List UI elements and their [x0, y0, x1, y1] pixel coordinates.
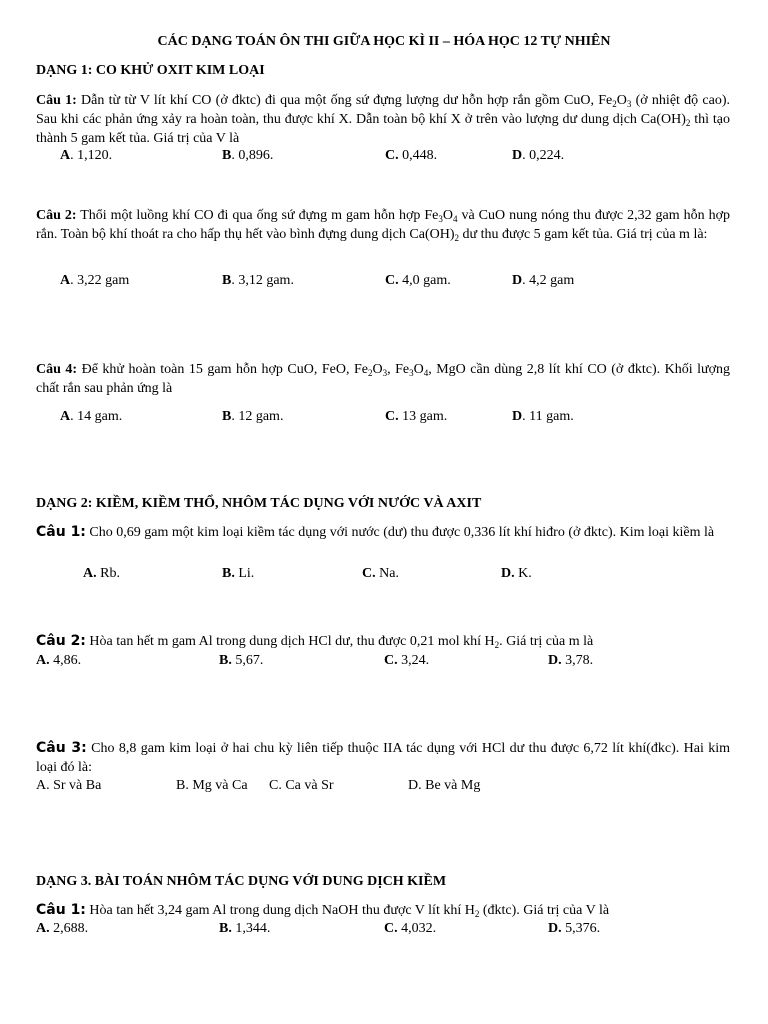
option-a: A. Rb. [83, 566, 120, 581]
option-c: C. Na. [362, 566, 399, 581]
section-heading-dang-2: DẠNG 2: KIỀM, KIỀM THỔ, NHÔM TÁC DỤNG VỚI NƯỚC VÀ AXIT [36, 496, 482, 511]
question-text: . Giá trị của m là [499, 634, 594, 649]
option-b: B. 0,896. [222, 148, 274, 163]
question-text: (ở nhiệt độ cao). Sau khi các phản ứng xảy ra hoàn toàn, thu được khí X. Dẫn toàn bộ khí X ở trên vào lượng dư dung dịch Ca(OH) [36, 93, 730, 127]
option-a: A. 1,120. [60, 148, 113, 163]
option-d: D. 3,78. [548, 653, 594, 668]
question-label: Câu 1: [36, 902, 86, 918]
question-text: , Fe [387, 362, 410, 377]
question-label: Câu 3: [36, 740, 87, 756]
subscript: 2 [685, 118, 691, 128]
option-b: B. 3,12 gam. [222, 273, 294, 288]
option-b: B. Li. [222, 566, 255, 581]
document-title: CÁC DẠNG TOÁN ÔN THI GIỮA HỌC KÌ II – HÓA HỌC 12 TỰ NHIÊN [157, 34, 611, 49]
question-text: O [616, 93, 627, 108]
subscript: 2 [454, 233, 459, 243]
option-d: D. Be và Mg [408, 778, 481, 793]
subscript: 4 [423, 368, 429, 378]
subscript: 2 [474, 909, 480, 919]
options-dang1-cau2 [0, 273, 768, 293]
option-c: C. 4,032. [384, 921, 437, 936]
question-text: Để khử hoàn toàn 15 gam hỗn hợp CuO, FeO, Fe [77, 362, 368, 377]
subscript: 3 [626, 99, 632, 109]
question-dang2-cau2 [36, 632, 730, 651]
question-label: Câu 4: [36, 362, 78, 377]
option-b: B. 12 gam. [222, 409, 284, 424]
option-c: C. 4,0 gam. [385, 273, 451, 288]
subscript: 3 [438, 214, 443, 224]
option-d: D. 4,2 gam [512, 273, 575, 288]
option-c: C. 3,24. [384, 653, 430, 668]
question-text: Hòa tan hết 3,24 gam Al trong dung dịch NaOH thu được V lít khí H [85, 903, 475, 918]
option-a: A. 2,688. [36, 921, 89, 936]
option-d: D. 0,224. [512, 148, 565, 163]
question-dang2-cau3 [36, 739, 730, 777]
subscript: 2 [612, 99, 617, 109]
option-d: D. 11 gam. [512, 409, 574, 424]
question-text: (đktc). Giá trị của V là [479, 903, 610, 918]
option-a: A. 3,22 gam [60, 273, 130, 288]
question-text: Cho 8,8 gam kim loại ở hai chu kỳ liên tiếp thuộc IIA tác dụng với HCl dư thu được 6,72 lít khí(đkc). Hai kim loại đó là: [36, 741, 730, 775]
option-a: A. 4,86. [36, 653, 82, 668]
options-dang2-cau2 [0, 653, 768, 673]
option-b: B. 5,67. [219, 653, 264, 668]
section-heading-dang-3: DẠNG 3. BÀI TOÁN NHÔM TÁC DỤNG VỚI DUNG DỊCH KIỀM [36, 874, 447, 889]
option-c: C. 0,448. [385, 148, 438, 163]
question-text: O [372, 362, 383, 377]
question-text: Thổi một luồng khí CO đi qua ống sứ đựng m gam hỗn hợp Fe [76, 208, 439, 223]
subscript: 3 [409, 368, 414, 378]
options-dang2-cau1 [0, 566, 768, 586]
question-dang3-cau1 [36, 901, 730, 920]
options-dang3-cau1 [0, 921, 768, 941]
options-dang1-cau1 [0, 148, 768, 168]
subscript: 3 [382, 368, 388, 378]
question-text: Dẫn từ từ V lít khí CO (ở đktc) đi qua một ống sứ đựng lượng dư hỗn hợp rắn gồm CuO, Fe [76, 93, 613, 108]
question-label: Câu 2: [36, 633, 86, 649]
question-label: Câu 1: [36, 524, 86, 540]
option-b: B. 1,344. [219, 921, 271, 936]
options-dang2-cau3 [0, 778, 768, 798]
option-a: A. Sr và Ba [36, 778, 102, 793]
question-dang1-cau2 [36, 206, 730, 244]
question-text: Cho 0,69 gam một kim loại kiềm tác dụng với nước (dư) thu được 0,336 lít khí hiđro (ở đktc). Kim loại kiềm là [85, 525, 715, 540]
question-label: Câu 1: [36, 93, 77, 108]
option-d: D. 5,376. [548, 921, 601, 936]
option-d: D. K. [501, 566, 532, 581]
question-text: , MgO cần dùng 2,8 lít khí CO (ở đktc). Khối lượng chất rắn sau phản ứng là [36, 362, 731, 396]
question-text: O [442, 208, 454, 223]
subscript: 2 [367, 368, 373, 378]
question-dang1-cau1 [36, 91, 730, 148]
question-label: Câu 2: [36, 208, 77, 223]
options-dang1-cau4 [0, 409, 768, 429]
option-c: C. 13 gam. [385, 409, 448, 424]
question-text: thì tạo thành 5 gam kết tủa. Giá trị của V là [36, 112, 730, 146]
question-text: dư thu được 5 gam kết tủa. Giá trị của m là: [458, 227, 708, 242]
question-dang2-cau1 [36, 523, 730, 542]
question-text: O [413, 362, 424, 377]
option-b: B. Mg và Ca [176, 778, 248, 793]
option-a: A. 14 gam. [60, 409, 123, 424]
subscript: 2 [494, 640, 500, 650]
subscript: 4 [453, 214, 458, 224]
section-heading-dang-1: DẠNG 1: CO KHỬ OXIT KIM LOẠI [36, 63, 265, 78]
question-text: và CuO nung nóng thu được 2,32 gam hỗn hợp rắn. Toàn bộ khí thoát ra cho hấp thụ hết vào bình đựng dung dịch Ca(OH) [36, 208, 730, 242]
option-c: C. Ca và Sr [269, 778, 334, 793]
question-dang1-cau4 [36, 360, 730, 398]
question-text: Hòa tan hết m gam Al trong dung dịch HCl dư, thu được 0,21 mol khí H [85, 634, 495, 649]
